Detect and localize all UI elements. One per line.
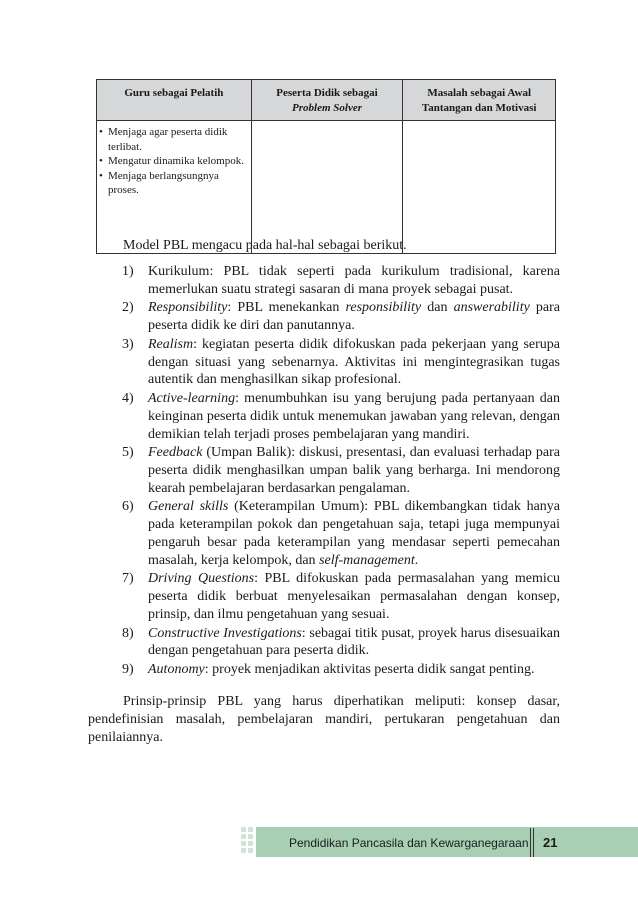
- list-item: • Menjaga berlangsungnya proses.: [99, 169, 247, 198]
- list-item: • Mengatur dinamika kelompok.: [99, 154, 247, 169]
- bullet-list: [99, 125, 247, 198]
- footer-book-title: Pendidikan Pancasila dan Kewarganegaraan: [289, 836, 529, 850]
- table-cell-empty: [403, 121, 556, 254]
- list-item: 8) Constructive Investigations: sebagai titik pusat, proyek harus disesuaikan dengan pengetahuan para peserta didik.: [122, 625, 560, 659]
- pbl-roles-table: [96, 79, 556, 254]
- pbl-principles-list: [88, 263, 560, 680]
- table-cell: [97, 121, 252, 254]
- table-header-cell: Guru sebagai Pelatih: [97, 80, 252, 121]
- table-cell-empty: [251, 121, 403, 254]
- list-item: 9) Autonomy: proyek menjadikan aktivitas peserta didik sangat penting.: [122, 661, 535, 677]
- table-header-cell: Masalah sebagai Awal Tantangan dan Motivasi: [403, 80, 556, 121]
- table-header-row: [97, 80, 556, 121]
- list-item: 1) Kurikulum: PBL tidak seperti pada kurikulum tradisional, karena memerlukan suatu strategi sasaran di mana proyek sebagai pusat.: [122, 264, 560, 297]
- list-item: • Menjaga agar peserta didik terlibat.: [99, 125, 247, 154]
- footer-decoration: [241, 825, 271, 855]
- list-item: 7) Driving Questions: PBL difokuskan pada permasalahan yang memicu peserta didik berbuat menyelesaikan permasalahan dengan konsep, prinsip, dan ilmu pengetahuan yang sesuai.: [122, 571, 560, 622]
- table-row: [97, 121, 556, 254]
- list-item: 4) Active-learning: menumbuhkan isu yang berujung pada pertanyaan dan keinginan peserta didik untuk menemukan jawaban yang relevan, dengan demikian telah terjadi proses pembelajaran yang mandiri.: [122, 390, 560, 442]
- table-header-cell: Peserta Didik sebagai Problem Solver: [251, 80, 403, 121]
- list-item: 5) Feedback (Umpan Balik): diskusi, presentasi, dan evaluasi terhadap para peserta didik menghasilkan umpan balik yang berharga. Ini mendorong kearah pembelajaran berdasarkan pengalaman.: [122, 445, 560, 496]
- list-item: 6) General skills (Keterampilan Umum): PBL dikembangkan tidak hanya pada keterampilan pokok dan pengetahuan saja, tetapi juga mempunyai pengaruh besar pada keterampilan yang mendasar seperti pemecahan masalah, kerja kelompok, dan self-management.: [122, 499, 561, 568]
- list-item: 2) Responsibility: PBL menekankan responsibility dan answerability para peserta didik ke diri dan panutannya.: [122, 300, 561, 334]
- page-number: 21: [543, 835, 558, 850]
- list-item: 3) Realism: kegiatan peserta didik difokuskan pada pekerjaan yang serupa dengan situasi yang sebenarnya. Aktivitas ini mengintegrasikan tugas autentik dan menghasilkan sikap profesional.: [122, 336, 560, 388]
- footer-divider: [533, 828, 534, 857]
- intro-paragraph: Model PBL mengacu pada hal-hal sebagai berikut.: [123, 238, 407, 253]
- closing-paragraph: Prinsip-prinsip PBL yang harus diperhatikan meliputi: konsep dasar, pendefinisian masalah, pembelajaran mandiri, pertukaran pengetahuan dan penilaiannya.: [88, 694, 560, 745]
- footer-divider: [530, 828, 531, 857]
